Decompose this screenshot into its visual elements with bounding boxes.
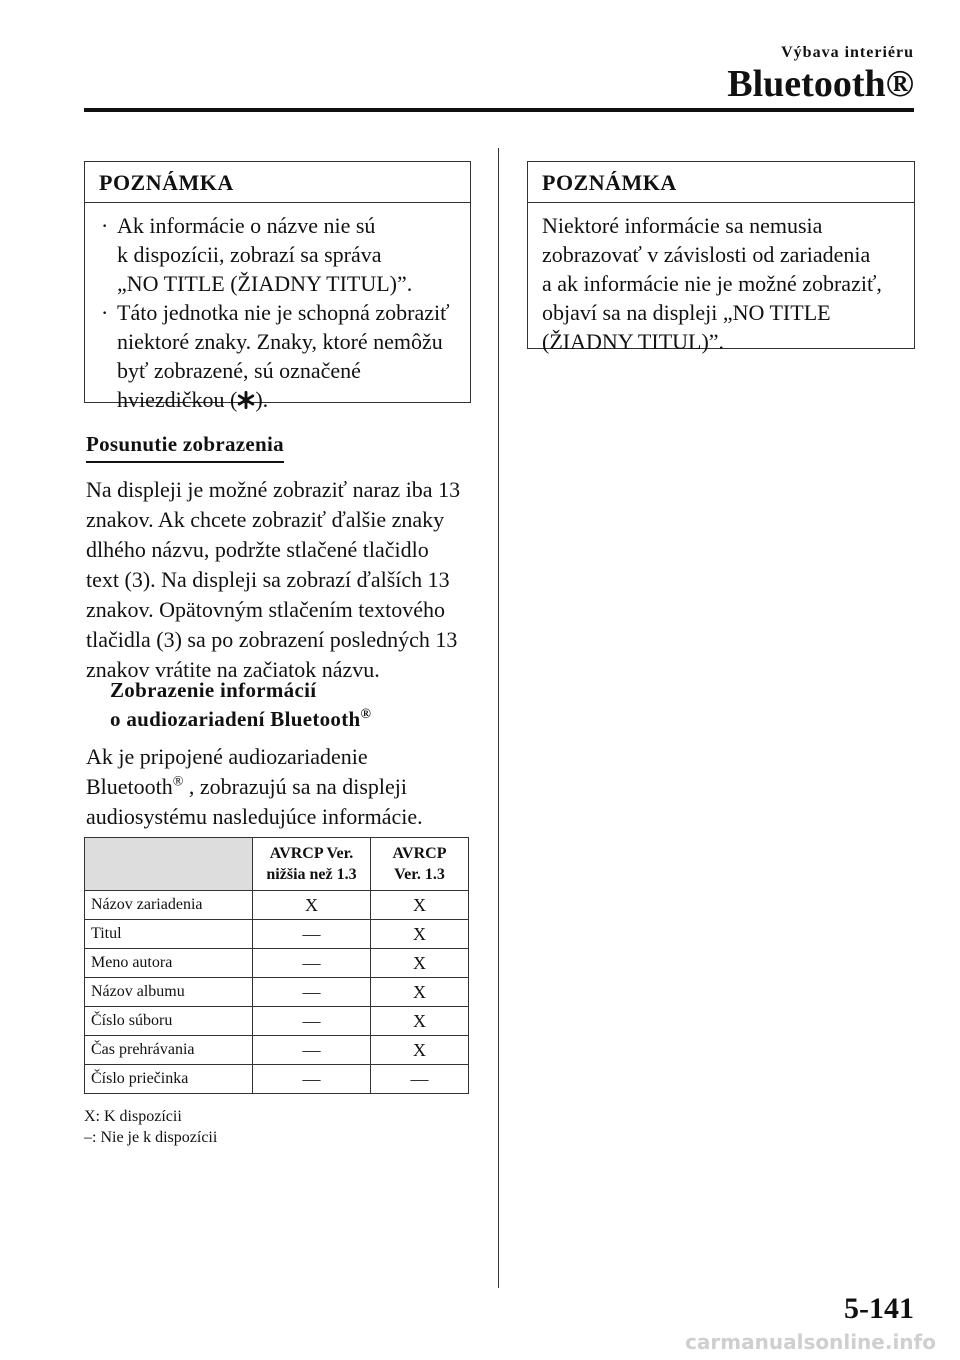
note-item-text: Ak informácie o názve nie sú k dispozícii, zobrazí sa správa „NO TITLE (ŽIADNY TITUL)”. <box>117 213 413 296</box>
row-value-col2: X <box>371 1036 469 1065</box>
asterisk-icon <box>237 391 255 409</box>
watermark: carmanualsonline.info <box>685 1330 936 1354</box>
note-box-left <box>84 161 471 412</box>
subsection-paragraph <box>86 742 476 832</box>
row-value-col2: X <box>371 978 469 1007</box>
section-paragraph: Na displeji je možné zobraziť naraz iba 13 znakov. Ak chcete zobraziť ďalšie znaky dlhého názvu, podržte stlačené tlačidlo text (3). Na displeji sa zobrazí ďalších 13 znakov. Opätovným stlačením textového tlačidla (3) sa po zobrazení posledných 13 znakov vrátite na začiatok názvu. <box>86 477 461 682</box>
subsection-heading-line2: o audiozariadení Bluetooth <box>110 707 361 731</box>
note-item-text: Táto jednotka nie je schopná zobraziť niektoré znaky. Znaky, ktoré nemôžu byť zobrazené, sú označené <box>117 300 450 383</box>
registered-mark: ® <box>172 774 184 790</box>
note-item <box>99 211 456 298</box>
row-value-col2: X <box>371 920 469 949</box>
legend-unavailable: –: Nie je k dispozícii <box>84 1129 218 1146</box>
row-label: Čas prehrávania <box>85 1036 253 1065</box>
row-label: Číslo priečinka <box>85 1065 253 1094</box>
table-row <box>85 978 469 1007</box>
table-header-row <box>85 838 469 891</box>
row-label: Číslo súboru <box>85 1007 253 1036</box>
header-rule <box>84 108 914 112</box>
row-value-col1: — <box>253 1065 371 1094</box>
subsection-para-line1: Ak je pripojené audiozariadenie <box>86 744 368 769</box>
star-prefix: hviezdičkou ( <box>117 387 238 412</box>
row-value-col1: — <box>253 1036 371 1065</box>
note-heading: POZNÁMKA <box>528 162 914 203</box>
subsection-para-line3: audiosystému nasledujúce informácie. <box>86 804 423 829</box>
row-value-col2: X <box>371 891 469 920</box>
note-heading: POZNÁMKA <box>85 162 470 203</box>
bullet-icon: · <box>101 300 109 325</box>
table-row <box>85 1065 469 1094</box>
row-label: Názov albumu <box>85 978 253 1007</box>
bullet-icon: · <box>101 213 109 238</box>
avrcp-table <box>84 837 469 1094</box>
subsection-heading <box>110 676 371 734</box>
note-box-right <box>527 161 915 354</box>
table-header-col1: AVRCP Ver. nižšia než 1.3 <box>253 838 371 891</box>
legend-available: X: K dispozícii <box>84 1108 182 1125</box>
subsection-para-line2: , zobrazujú sa na displeji <box>183 774 408 799</box>
page-title: Bluetooth® <box>727 63 914 105</box>
row-value-col1: — <box>253 1007 371 1036</box>
row-value-col1: — <box>253 920 371 949</box>
table-row <box>85 920 469 949</box>
column-divider <box>498 148 499 1288</box>
row-value-col1: — <box>253 949 371 978</box>
subsection-para-bluetooth: Bluetooth <box>86 774 173 799</box>
registered-mark: ® <box>360 707 372 722</box>
table-row <box>85 1036 469 1065</box>
page-number: 5-141 <box>844 1292 914 1325</box>
row-label: Titul <box>85 920 253 949</box>
row-value-col2: X <box>371 1007 469 1036</box>
note-item <box>99 298 456 414</box>
table-row <box>85 891 469 920</box>
table-header-blank <box>85 838 253 891</box>
row-label: Názov zariadenia <box>85 891 253 920</box>
header-section-label: Výbava interiéru <box>781 44 914 61</box>
section-heading: Posunutie zobrazenia <box>86 432 284 463</box>
row-label: Meno autora <box>85 949 253 978</box>
note-list <box>99 211 456 414</box>
row-value-col1: X <box>253 891 371 920</box>
row-value-col2: — <box>371 1065 469 1094</box>
row-value-col2: X <box>371 949 469 978</box>
table-legend <box>84 1106 217 1148</box>
table-row <box>85 1007 469 1036</box>
note-body <box>85 203 470 424</box>
table-row <box>85 949 469 978</box>
row-value-col1: — <box>253 978 371 1007</box>
table-header-col2: AVRCP Ver. 1.3 <box>371 838 469 891</box>
note-body: Niektoré informácie sa nemusia zobrazovať v závislosti od zariadenia a ak informácie nie je možné zobraziť, objaví sa na displeji „NO TITLE (ŽIADNY TITUL)”. <box>542 213 882 354</box>
subsection-heading-line1: Zobrazenie informácií <box>110 678 317 702</box>
star-suffix: ). <box>255 387 269 412</box>
